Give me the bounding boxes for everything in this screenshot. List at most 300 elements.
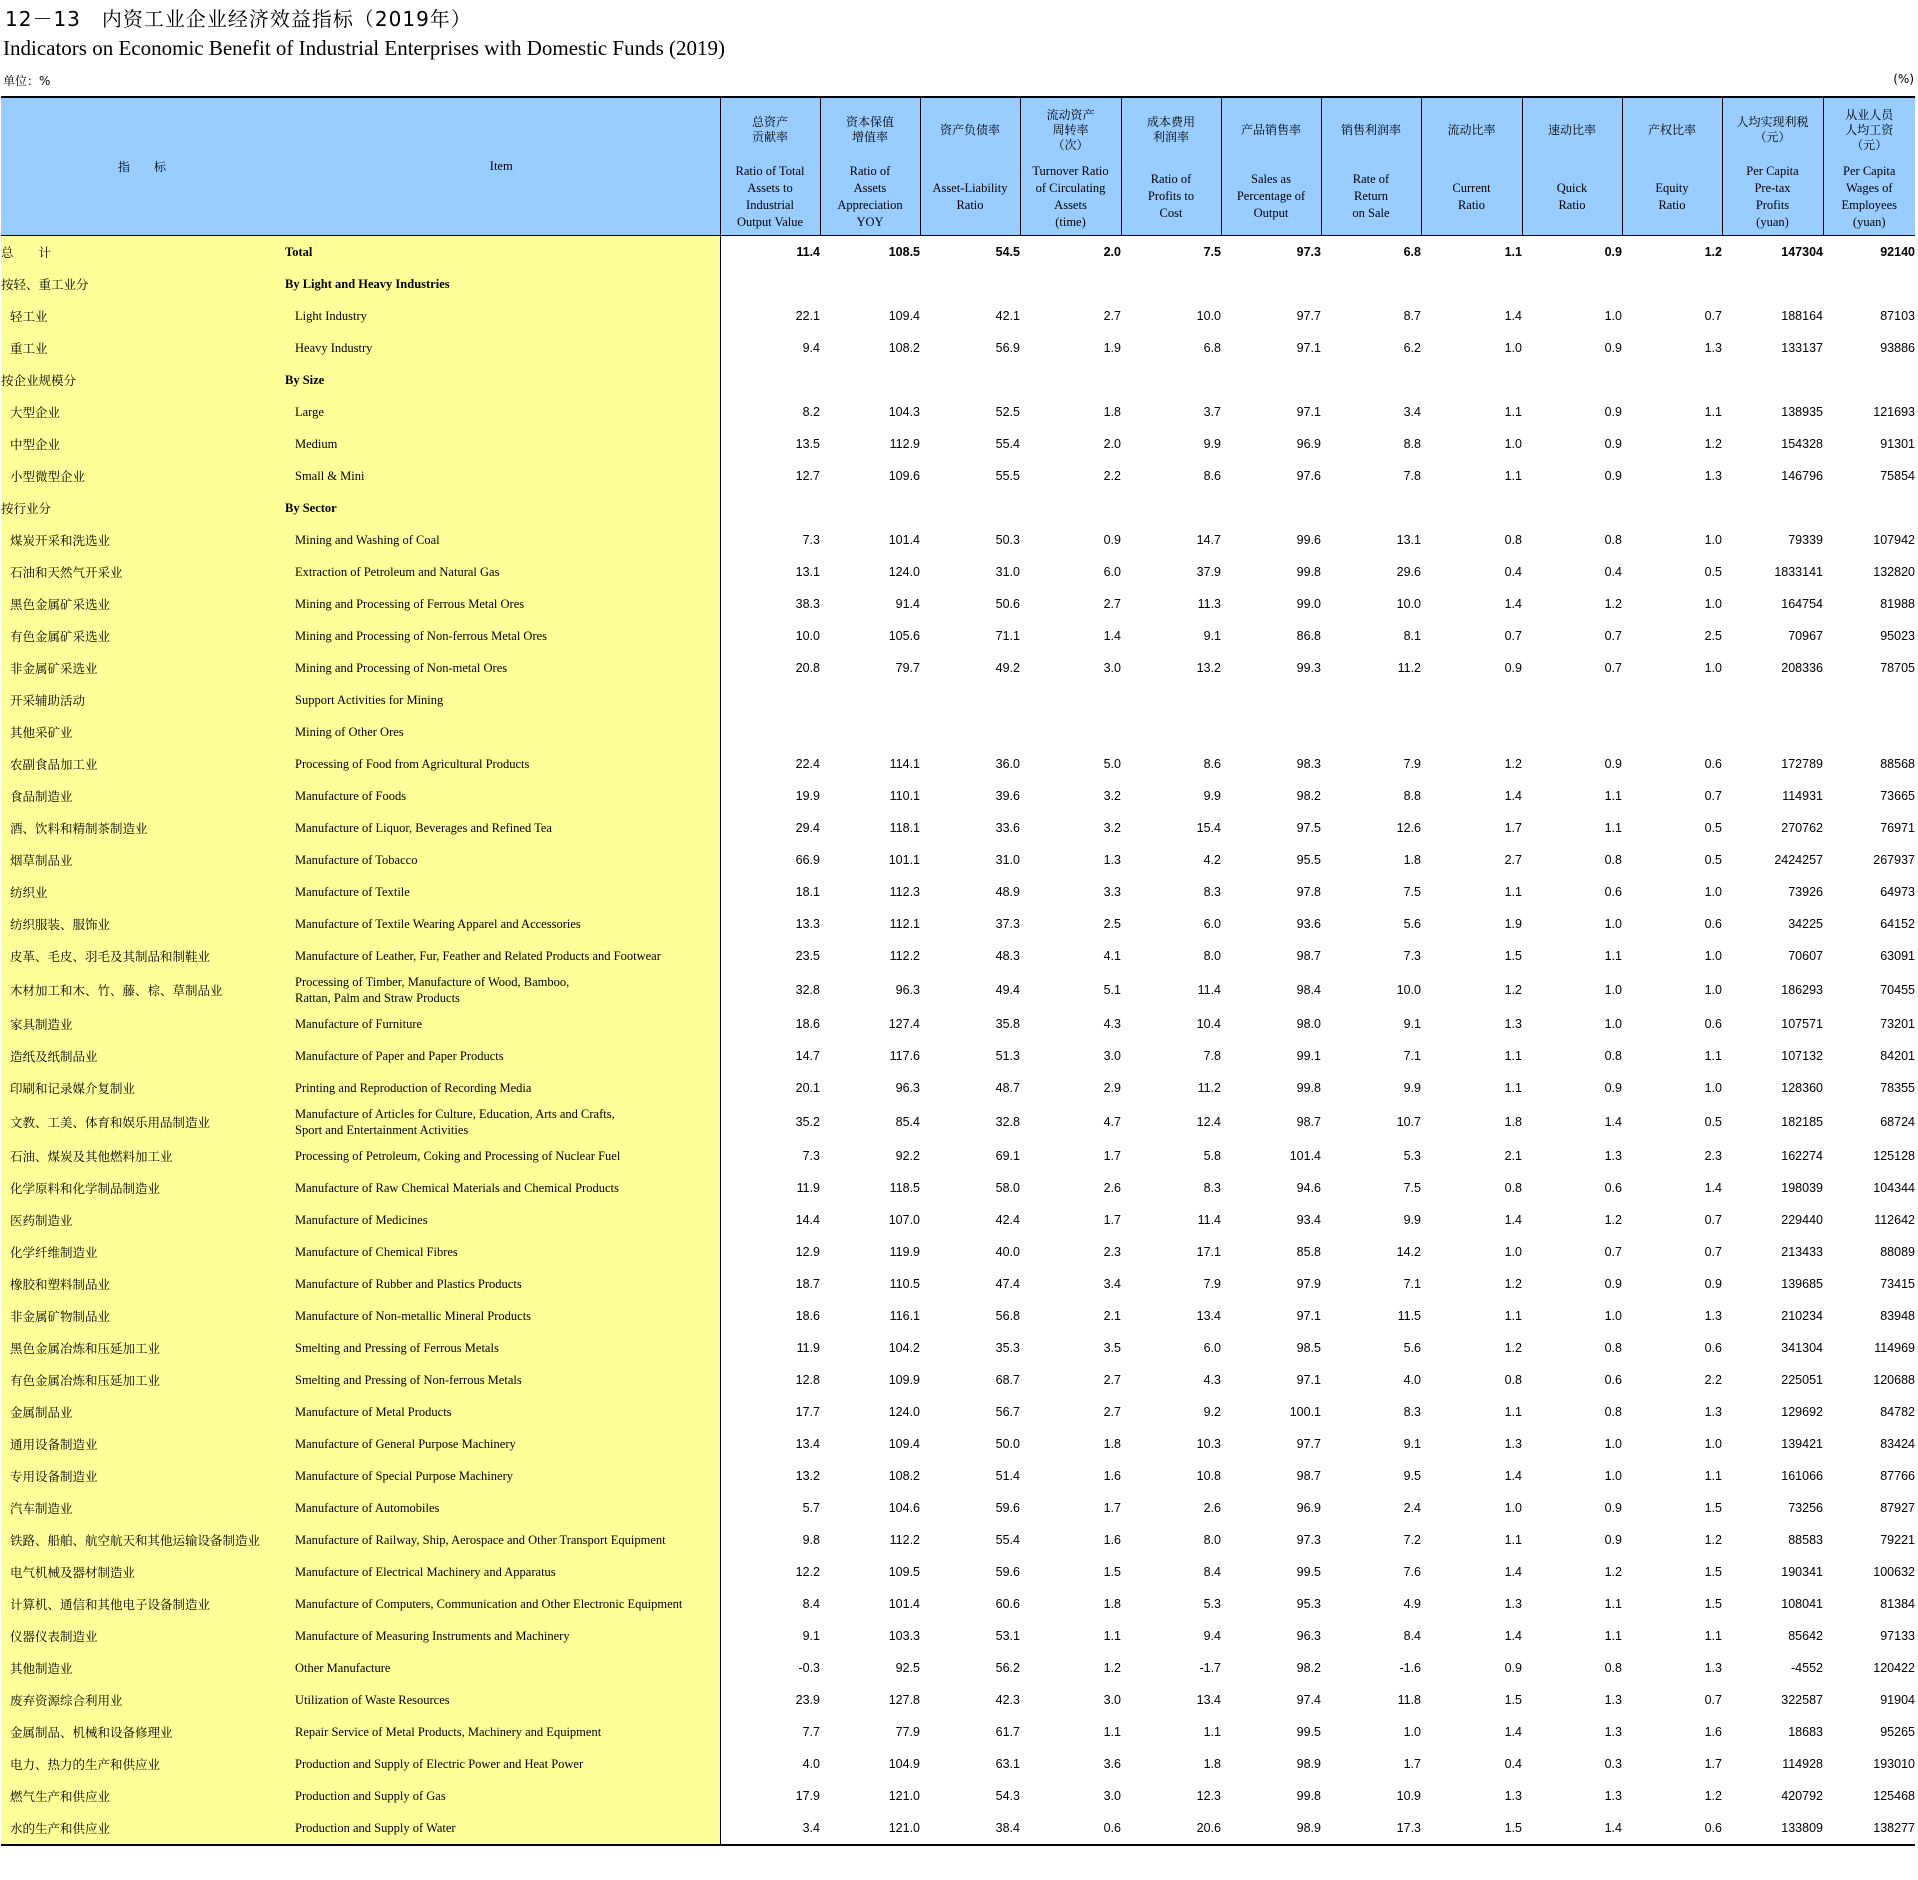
table-cell-value xyxy=(920,492,1020,524)
table-cell-value: 9.9 xyxy=(1403,1213,1421,1227)
table-cell-value: 1.1 xyxy=(1604,1597,1622,1611)
row-label-en: Production and Supply of Gas xyxy=(283,1780,720,1812)
table-cell-value: 38.3 xyxy=(795,597,820,611)
table-cell-value: 0.9 xyxy=(1604,469,1622,483)
row-label-cn: 按企业规模分 xyxy=(1,364,283,396)
row-label-en: Manufacture of Furniture xyxy=(283,1008,720,1040)
row-label-en: Manufacture of Rubber and Plastics Products xyxy=(283,1268,720,1300)
row-label-en: Smelting and Pressing of Ferrous Metals xyxy=(283,1332,720,1364)
table-cell-value: 8.3 xyxy=(1203,1181,1221,1195)
table-cell-value: 1.2 xyxy=(1704,1533,1722,1547)
header-item-en xyxy=(283,97,720,236)
table-cell-value xyxy=(1421,268,1522,300)
row-label-en: Heavy Industry xyxy=(283,332,720,364)
table-cell-value: 1.9 xyxy=(1103,341,1121,355)
row-label-en: Production and Supply of Water xyxy=(283,1812,720,1845)
table-cell-value: 0.6 xyxy=(1604,1181,1622,1195)
table-cell-value: 116.1 xyxy=(889,1309,920,1323)
table-cell-value: 114931 xyxy=(1782,789,1823,803)
table-row xyxy=(1,364,1915,396)
table-cell-value: 112.2 xyxy=(889,949,920,963)
table-cell-value: 172789 xyxy=(1781,757,1823,771)
table-cell-value xyxy=(1121,364,1221,396)
row-label-cn: 黑色金属矿采选业 xyxy=(1,588,283,620)
table-cell-value: 1.5 xyxy=(1421,1812,1522,1845)
table-cell-value: 9.4 xyxy=(802,341,820,355)
header-column-en: Rate of Return on Sale xyxy=(1352,172,1390,220)
table-cell-value: 125128 xyxy=(1873,1149,1915,1163)
table-cell-value: 88583 xyxy=(1788,1533,1823,1547)
table-cell-value: 17.7 xyxy=(795,1405,820,1419)
table-cell-value: 51.3 xyxy=(995,1049,1020,1063)
table-cell-value: 104344 xyxy=(1873,1181,1915,1195)
table-cell-value: 95.3 xyxy=(1296,1597,1321,1611)
table-cell-value: 0.8 xyxy=(1504,1373,1522,1387)
table-cell-value xyxy=(1020,268,1121,300)
unit-label-left: 单位：% xyxy=(3,74,51,88)
row-label-cn: 印刷和记录媒介复制业 xyxy=(1,1072,283,1104)
table-cell-value: 97.3 xyxy=(1296,245,1321,259)
table-cell-value xyxy=(1522,364,1622,396)
table-row xyxy=(1,556,1915,588)
table-cell-value: 0.7 xyxy=(1504,629,1522,643)
table-cell-value: 54.5 xyxy=(995,245,1020,259)
row-label-cn: 纺织业 xyxy=(1,876,283,908)
header-column-4 xyxy=(1020,97,1121,236)
table-cell-value: 98.9 xyxy=(1221,1812,1321,1845)
table-cell-value: 109.4 xyxy=(888,309,920,323)
table-cell-value: 92.2 xyxy=(895,1149,920,1163)
table-cell-value: 95265 xyxy=(1880,1725,1915,1739)
table-cell-value: 1.7 xyxy=(1103,1149,1121,1163)
table-cell-value: 10.0 xyxy=(1196,309,1221,323)
table-cell-value: 1.1 xyxy=(1604,949,1622,963)
table-cell-value: 11.4 xyxy=(1197,1213,1221,1227)
table-cell-value: 64152 xyxy=(1880,917,1915,931)
table-cell-value: 100632 xyxy=(1873,1565,1915,1579)
table-cell-value: 12.7 xyxy=(795,469,820,483)
table-cell-value: 10.0 xyxy=(1396,983,1421,997)
table-cell-value: 52.5 xyxy=(995,405,1020,419)
table-cell-value: 1.1 xyxy=(1604,821,1622,835)
table-cell-value: 114928 xyxy=(1782,1757,1823,1771)
table-cell-value: 11.2 xyxy=(1197,1081,1221,1095)
table-cell-value: 4.1 xyxy=(1103,949,1121,963)
row-label-cn: 其他制造业 xyxy=(1,1652,283,1684)
table-cell-value: 109.4 xyxy=(888,1437,920,1451)
table-cell-value: 7.1 xyxy=(1403,1277,1421,1291)
row-label-en: Printing and Reproduction of Recording Media xyxy=(283,1072,720,1104)
table-cell-value: 97.6 xyxy=(1296,469,1321,483)
table-cell-value: 18.7 xyxy=(795,1277,820,1291)
table-cell-value: 1.1 xyxy=(1504,1081,1522,1095)
table-cell-value: 73665 xyxy=(1880,789,1915,803)
table-cell-value: 0.9 xyxy=(1504,1661,1522,1675)
table-cell-value: 29.4 xyxy=(795,821,820,835)
table-row xyxy=(1,1652,1915,1684)
table-cell-value: 36.0 xyxy=(995,757,1020,771)
table-cell-value xyxy=(1221,268,1321,300)
table-cell-value: 117.6 xyxy=(889,1049,920,1063)
header-column-en: Per Capita Wages of Employees (yuan) xyxy=(1841,163,1898,229)
table-row xyxy=(1,1364,1915,1396)
table-row xyxy=(1,1332,1915,1364)
table-cell-value: 0.9 xyxy=(1103,533,1121,547)
table-cell-value: 37.3 xyxy=(995,917,1020,931)
table-cell-value: 1.8 xyxy=(1203,1757,1221,1771)
table-cell-value: 104.3 xyxy=(888,405,920,419)
table-cell-value: 1.4 xyxy=(1504,789,1522,803)
table-cell-value xyxy=(1020,364,1121,396)
table-cell-value: 11.5 xyxy=(1397,1309,1421,1323)
table-cell-value: 7.1 xyxy=(1403,1049,1421,1063)
table-cell-value: 124.0 xyxy=(888,1405,920,1419)
table-cell-value: 31.0 xyxy=(995,565,1020,579)
table-cell-value: 0.9 xyxy=(1604,757,1622,771)
table-cell-value: 3.3 xyxy=(1103,885,1121,899)
table-cell-value: 1.4 xyxy=(1504,309,1522,323)
table-cell-value: 225051 xyxy=(1781,1373,1823,1387)
table-cell-value: 1.1 xyxy=(1604,789,1622,803)
table-cell-value: 85642 xyxy=(1788,1629,1823,1643)
table-cell-value: 13.4 xyxy=(1196,1309,1221,1323)
table-cell-value: 7.9 xyxy=(1203,1277,1221,1291)
table-cell-value: 11.3 xyxy=(1197,597,1221,611)
table-cell-value: 2.6 xyxy=(1203,1501,1221,1515)
table-cell-value: 1.1 xyxy=(1504,1405,1522,1419)
row-label-en: Light Industry xyxy=(283,300,720,332)
table-cell-value: 3.2 xyxy=(1103,789,1121,803)
table-cell-value: 79.7 xyxy=(895,661,920,675)
row-label-en: Mining and Washing of Coal xyxy=(283,524,720,556)
table-cell-value: 84201 xyxy=(1880,1049,1915,1063)
table-cell-value: 0.9 xyxy=(1704,1277,1722,1291)
table-row xyxy=(1,620,1915,652)
table-cell-value: 98.0 xyxy=(1296,1017,1321,1031)
table-cell-value: 2.3 xyxy=(1704,1149,1722,1163)
table-cell-value: 3.6 xyxy=(1103,1757,1121,1771)
table-cell-value: 1.4 xyxy=(1704,1181,1722,1195)
table-cell-value: 1.3 xyxy=(1704,469,1722,483)
table-cell-value: 96.9 xyxy=(1296,1501,1321,1515)
table-cell-value xyxy=(1121,716,1221,748)
table-cell-value xyxy=(720,492,820,524)
row-label-en: Manufacture of Electrical Machinery and Apparatus xyxy=(283,1556,720,1588)
table-cell-value: 99.5 xyxy=(1296,1725,1321,1739)
table-cell-value: 1.0 xyxy=(1504,1245,1522,1259)
row-label-en: Manufacture of General Purpose Machinery xyxy=(283,1428,720,1460)
table-cell-value: 1.0 xyxy=(1704,949,1722,963)
table-cell-value: 1.1 xyxy=(1504,1049,1522,1063)
table-cell-value: 93.6 xyxy=(1296,917,1321,931)
row-label-cn: 中型企业 xyxy=(1,428,283,460)
table-cell-value: 2.0 xyxy=(1103,437,1121,451)
table-cell-value: 208336 xyxy=(1781,661,1823,675)
table-cell-value: 8.3 xyxy=(1403,1405,1421,1419)
table-cell-value: 94.6 xyxy=(1296,1181,1321,1195)
table-cell-value: 1.3 xyxy=(1504,1437,1522,1451)
table-cell-value: 76971 xyxy=(1880,821,1915,835)
table-cell-value: 54.3 xyxy=(995,1789,1020,1803)
table-cell-value: 1.4 xyxy=(1504,1469,1522,1483)
table-cell-value: 1.3 xyxy=(1504,1597,1522,1611)
table-cell-value: 1.1 xyxy=(1504,245,1522,259)
table-cell-value: 193010 xyxy=(1873,1757,1915,1771)
row-label-cn: 开采辅助活动 xyxy=(1,684,283,716)
header-column-10 xyxy=(1622,97,1722,236)
table-cell-value xyxy=(1522,492,1622,524)
row-label-cn: 水的生产和供应业 xyxy=(1,1812,283,1845)
table-cell-value: 8.7 xyxy=(1403,309,1421,323)
table-cell-value: 109.9 xyxy=(888,1373,920,1387)
table-row xyxy=(1,492,1915,524)
table-cell-value: 2.6 xyxy=(1103,1181,1121,1195)
table-cell-value: 109.5 xyxy=(888,1565,920,1579)
table-cell-value: 132820 xyxy=(1873,565,1915,579)
table-cell-value: 96.3 xyxy=(1296,1629,1321,1643)
table-cell-value: 91.4 xyxy=(895,597,920,611)
table-cell-value: 9.1 xyxy=(1403,1437,1421,1451)
table-cell-value: 8.4 xyxy=(1203,1565,1221,1579)
table-cell-value: 1.0 xyxy=(1403,1725,1421,1739)
table-row xyxy=(1,876,1915,908)
table-cell-value: 8.4 xyxy=(802,1597,820,1611)
row-label-cn: 非金属矿物制品业 xyxy=(1,1300,283,1332)
table-cell-value: 64973 xyxy=(1880,885,1915,899)
table-cell-value: 6.8 xyxy=(1203,341,1221,355)
table-cell-value: 60.6 xyxy=(995,1597,1020,1611)
table-cell-value: 14.7 xyxy=(1196,533,1221,547)
table-cell-value: 92140 xyxy=(1880,245,1915,259)
table-cell-value: 56.7 xyxy=(995,1405,1020,1419)
table-cell-value: 96.3 xyxy=(895,983,920,997)
row-label-cn: 石油和天然气开采业 xyxy=(1,556,283,588)
row-label-en: Total xyxy=(283,236,720,269)
table-cell-value xyxy=(1321,268,1421,300)
table-cell-value: 110.1 xyxy=(889,789,920,803)
table-cell-value: 3.4 xyxy=(1103,1277,1121,1291)
table-cell-value: 7.5 xyxy=(1403,885,1421,899)
table-cell-value: 4.2 xyxy=(1203,853,1221,867)
table-cell-value: 1.1 xyxy=(1504,469,1522,483)
table-cell-value xyxy=(1722,268,1823,300)
table-cell-value: 0.9 xyxy=(1604,245,1622,259)
header-column-5 xyxy=(1121,97,1221,236)
table-cell-value xyxy=(1622,684,1722,716)
row-label-en: Mining and Processing of Ferrous Metal Ores xyxy=(283,588,720,620)
row-label-cn: 非金属矿采选业 xyxy=(1,652,283,684)
table-cell-value: 0.5 xyxy=(1704,1115,1722,1129)
table-cell-value: 75854 xyxy=(1880,469,1915,483)
header-column-2 xyxy=(820,97,920,236)
row-label-en: Manufacture of Non-metallic Mineral Products xyxy=(283,1300,720,1332)
row-label-cn: 化学原料和化学制品制造业 xyxy=(1,1172,283,1204)
row-label-cn: 燃气生产和供应业 xyxy=(1,1780,283,1812)
table-row xyxy=(1,1556,1915,1588)
table-cell-value xyxy=(1121,268,1221,300)
table-cell-value xyxy=(720,684,820,716)
table-cell-value: 139421 xyxy=(1781,1437,1823,1451)
table-cell-value: 108.5 xyxy=(888,245,920,259)
table-cell-value: 9.4 xyxy=(1203,1629,1221,1643)
table-cell-value: 42.4 xyxy=(995,1213,1020,1227)
table-cell-value: 12.6 xyxy=(1396,821,1421,835)
table-cell-value: 7.7 xyxy=(802,1725,820,1739)
table-cell-value: 2.9 xyxy=(1103,1081,1121,1095)
table-cell-value: 1.6 xyxy=(1103,1533,1121,1547)
table-cell-value: 13.3 xyxy=(795,917,820,931)
table-cell-value: 114.1 xyxy=(889,757,920,771)
table-cell-value: 1.0 xyxy=(1704,983,1722,997)
table-cell-value: 98.7 xyxy=(1296,1115,1321,1129)
table-row xyxy=(1,1072,1915,1104)
table-cell-value: 1.3 xyxy=(1604,1789,1622,1803)
table-row xyxy=(1,940,1915,972)
table-cell-value: 0.8 xyxy=(1604,1661,1622,1675)
header-column-11 xyxy=(1722,97,1823,236)
table-cell-value: 10.3 xyxy=(1196,1437,1221,1451)
table-cell-value: 18.1 xyxy=(795,885,820,899)
table-cell-value: 0.8 xyxy=(1604,853,1622,867)
table-cell-value: 92.5 xyxy=(895,1661,920,1675)
table-cell-value: 93886 xyxy=(1880,341,1915,355)
table-cell-value: 147304 xyxy=(1781,245,1823,259)
table-cell-value: 35.8 xyxy=(995,1017,1020,1031)
table-cell-value: 1.3 xyxy=(1504,1789,1522,1803)
row-label-cn: 专用设备制造业 xyxy=(1,1460,283,1492)
table-cell-value: 97.1 xyxy=(1296,1373,1321,1387)
table-cell-value: 1.0 xyxy=(1604,983,1622,997)
header-column-cn: 流动资产 周转率 （次） xyxy=(1046,107,1095,152)
table-cell-value: 63091 xyxy=(1880,949,1915,963)
table-cell-value: 2.7 xyxy=(1504,853,1522,867)
table-cell-value: 1.1 xyxy=(1103,1629,1121,1643)
table-cell-value: 104.2 xyxy=(888,1341,920,1355)
header-column-en: Current Ratio xyxy=(1452,180,1491,212)
row-label-en: Manufacture of Textile xyxy=(283,876,720,908)
table-cell-value xyxy=(1823,716,1915,748)
table-cell-value: 9.5 xyxy=(1403,1469,1421,1483)
table-row xyxy=(1,236,1915,269)
table-row xyxy=(1,1460,1915,1492)
header-column-en: Ratio of Total Assets to Industrial Output Value xyxy=(735,163,805,229)
table-cell-value: 73201 xyxy=(1880,1017,1915,1031)
table-cell-value: 420792 xyxy=(1781,1789,1823,1803)
table-cell-value xyxy=(1622,492,1722,524)
row-label-en: Repair Service of Metal Products, Machinery and Equipment xyxy=(283,1716,720,1748)
table-cell-value: 4.3 xyxy=(1103,1017,1121,1031)
row-label-cn: 石油、煤炭及其他燃料加工业 xyxy=(1,1140,283,1172)
header-column-en: Ratio of Profits to Cost xyxy=(1147,172,1195,220)
table-cell-value: 1.4 xyxy=(1604,1115,1622,1129)
row-label-en: By Sector xyxy=(283,492,720,524)
table-cell-value: 1.4 xyxy=(1504,597,1522,611)
table-cell-value: 1.1 xyxy=(1704,1629,1722,1643)
table-cell-value: 97.8 xyxy=(1296,885,1321,899)
table-cell-value: 1.5 xyxy=(1504,1693,1522,1707)
table-cell-value: 1.0 xyxy=(1604,1017,1622,1031)
table-cell-value: 48.3 xyxy=(995,949,1020,963)
table-cell-value: 0.9 xyxy=(1604,437,1622,451)
table-cell-value: 68.7 xyxy=(995,1373,1020,1387)
table-cell-value xyxy=(1121,492,1221,524)
table-cell-value: 0.5 xyxy=(1704,565,1722,579)
table-cell-value: 13.2 xyxy=(1196,661,1221,675)
table-cell-value: 99.8 xyxy=(1296,1789,1321,1803)
table-cell-value: 2.7 xyxy=(1103,597,1121,611)
table-cell-value: 7.3 xyxy=(1403,949,1421,963)
row-label-cn: 大型企业 xyxy=(1,396,283,428)
table-cell-value xyxy=(1622,364,1722,396)
table-cell-value: 85.8 xyxy=(1296,1245,1321,1259)
table-cell-value: 31.0 xyxy=(995,853,1020,867)
table-cell-value: 18683 xyxy=(1788,1725,1823,1739)
table-cell-value: 1.2 xyxy=(1504,757,1522,771)
table-cell-value: 0.6 xyxy=(1604,1373,1622,1387)
row-label-cn: 计算机、通信和其他电子设备制造业 xyxy=(1,1588,283,1620)
table-cell-value: 4.0 xyxy=(1403,1373,1421,1387)
row-label-en: Manufacture of Metal Products xyxy=(283,1396,720,1428)
table-row xyxy=(1,1008,1915,1040)
table-cell-value: 1.0 xyxy=(1604,917,1622,931)
table-row xyxy=(1,268,1915,300)
table-cell-value: 2.5 xyxy=(1704,629,1722,643)
table-cell-value xyxy=(1221,684,1321,716)
table-cell-value: 182185 xyxy=(1781,1115,1823,1129)
table-cell-value: 4.3 xyxy=(1203,1373,1221,1387)
table-cell-value: 2.1 xyxy=(1103,1309,1121,1323)
table-cell-value: 13.4 xyxy=(795,1437,820,1451)
table-cell-value xyxy=(1522,716,1622,748)
row-label-en: By Size xyxy=(283,364,720,396)
table-cell-value: 97.7 xyxy=(1296,309,1321,323)
table-cell-value: 99.6 xyxy=(1296,533,1321,547)
table-cell-value: 154328 xyxy=(1781,437,1823,451)
table-cell-value: 2.2 xyxy=(1704,1373,1722,1387)
table-cell-value: 1.0 xyxy=(1704,885,1722,899)
table-cell-value: 55.5 xyxy=(995,469,1020,483)
table-row xyxy=(1,908,1915,940)
table-cell-value xyxy=(1421,684,1522,716)
table-cell-value xyxy=(1221,364,1321,396)
table-row xyxy=(1,1780,1915,1812)
table-cell-value: 1.8 xyxy=(1504,1115,1522,1129)
table-cell-value: 49.2 xyxy=(995,661,1020,675)
table-cell-value: 34225 xyxy=(1788,917,1823,931)
table-cell-value: 198039 xyxy=(1781,1181,1823,1195)
table-cell-value xyxy=(1622,268,1722,300)
table-cell-value: 58.0 xyxy=(995,1181,1020,1195)
table-cell-value: 11.8 xyxy=(1397,1693,1421,1707)
table-cell-value: 12.3 xyxy=(1196,1789,1221,1803)
table-cell-value: 12.9 xyxy=(795,1245,820,1259)
table-cell-value: 59.6 xyxy=(995,1501,1020,1515)
row-label-en: Manufacture of Chemical Fibres xyxy=(283,1236,720,1268)
row-label-cn: 轻工业 xyxy=(1,300,283,332)
table-cell-value: 11.9 xyxy=(796,1181,820,1195)
table-cell-value: 7.5 xyxy=(1403,1181,1421,1195)
table-cell-value: 70607 xyxy=(1788,949,1823,963)
table-cell-value: 341304 xyxy=(1781,1341,1823,1355)
table-cell-value: 5.8 xyxy=(1203,1149,1221,1163)
table-cell-value: 5.3 xyxy=(1403,1149,1421,1163)
table-cell-value: 3.2 xyxy=(1103,821,1121,835)
row-label-cn: 化学纤维制造业 xyxy=(1,1236,283,1268)
table-cell-value: 138935 xyxy=(1781,405,1823,419)
header-column-7 xyxy=(1321,97,1421,236)
table-cell-value: 3.5 xyxy=(1103,1341,1121,1355)
table-cell-value: 0.6 xyxy=(1704,917,1722,931)
